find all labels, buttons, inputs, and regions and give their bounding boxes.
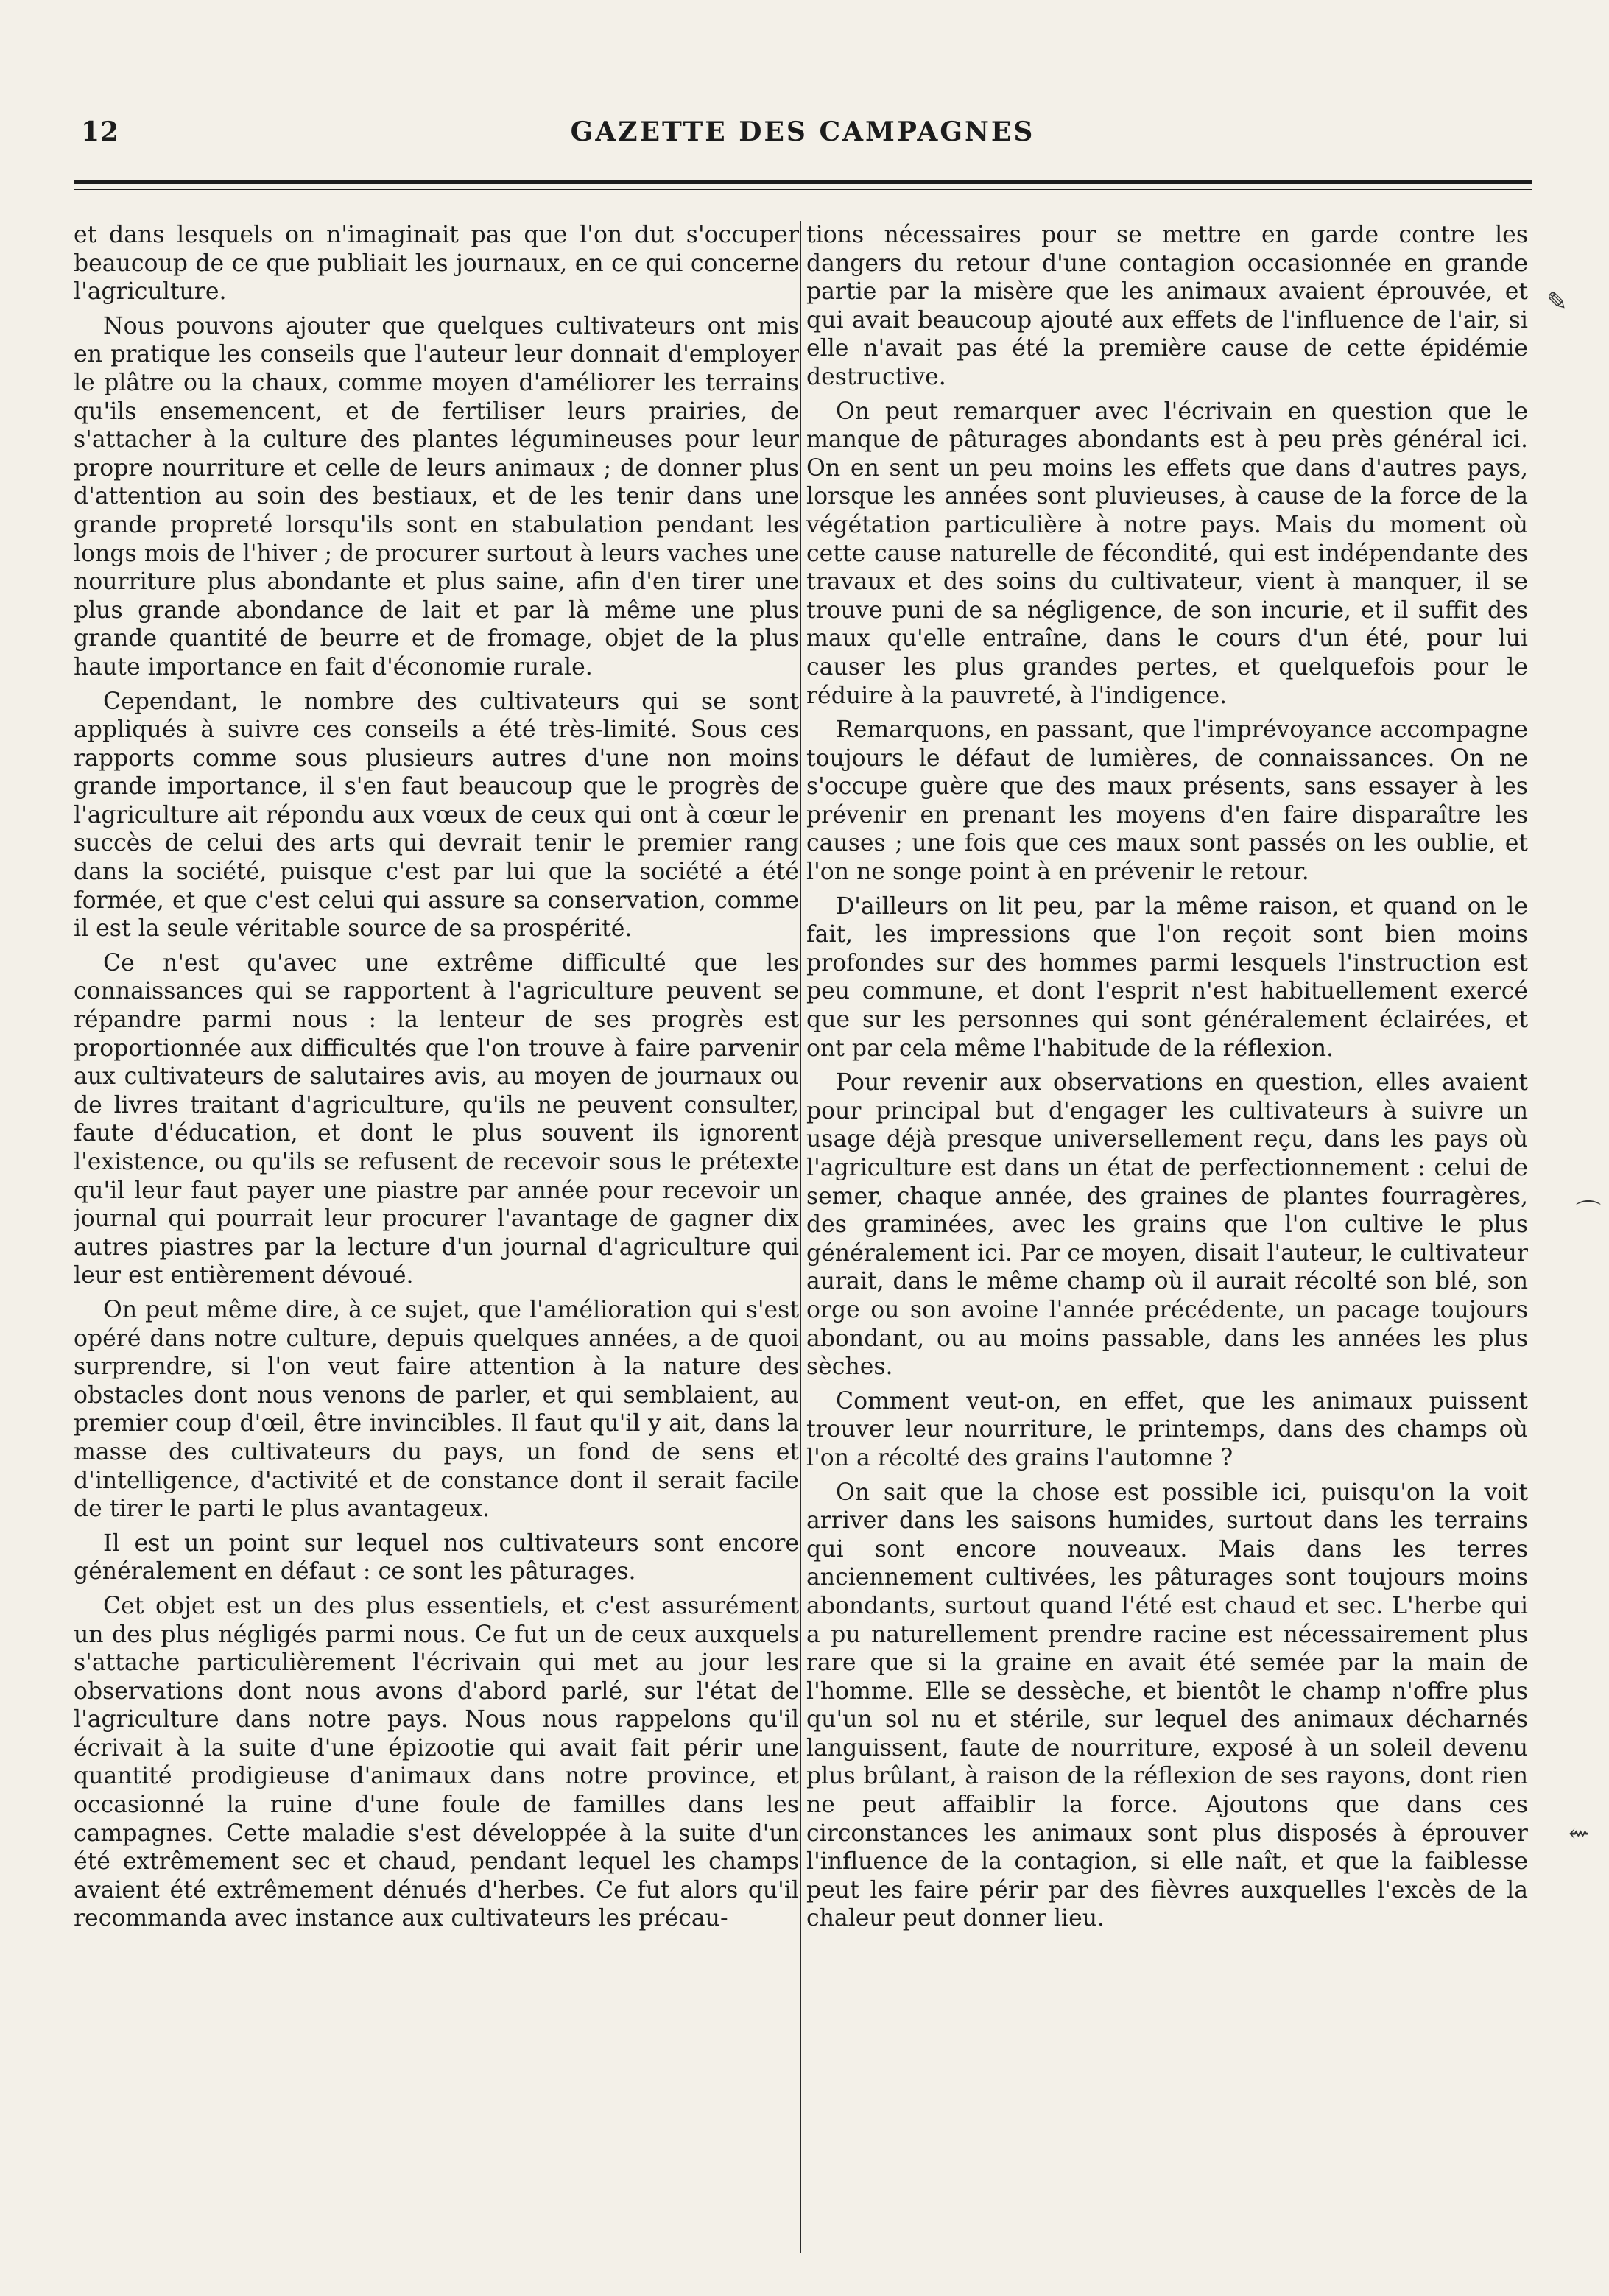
- paragraph: Pour revenir aux observations en question, elles avaient pour principal but d'engager les cultivateurs à suivre un usage déjà presque universellement reçu, dans les pays où l'agriculture est dans un état de perfectionnement : celui de semer, chaque année, des graines de plantes fourragères, des graminées, avec les grains que l'on cultive le plus généralement ici. Par ce moyen, disait l'auteur, le cultivateur aurait, dans le même champ où il aurait récolté son blé, son orge ou son avoine l'année précédente, un pacage toujours abondant, ou au moins passable, dans les années les plus sèches.: [806, 1069, 1528, 1381]
- header-rule-thick: [74, 180, 1532, 184]
- page-number: 12: [81, 116, 120, 147]
- header-rule-thin: [74, 189, 1532, 190]
- paragraph: Cependant, le nombre des cultivateurs qui se sont appliqués à suivre ces conseils a été très-limité. Sous ces rapports comme sous plusieurs autres d'une non moins grande importance, il s'en faut beaucoup que le progrès de l'agriculture ait répondu aux vœux de ceux qui ont à cœur le succès de celui des arts qui devrait tenir le premier rang dans la société, puisque c'est par lui que la société a été formée, et que c'est celui qui assure sa conservation, comme il est la seule véritable source de sa prospérité.: [74, 688, 799, 943]
- paragraph: tions nécessaires pour se mettre en garde contre les dangers du retour d'une contagion occasionnée en grande partie par la misère que les animaux avaient éprouvée, et qui avait beaucoup ajouté aux effets de l'influence de l'air, si elle n'avait pas été la première cause de cette épidémie destructive.: [806, 222, 1528, 390]
- paragraph: et dans lesquels on n'imaginait pas que l'on dut s'occuper beaucoup de ce que publiait les journaux, en ce qui concerne l'agriculture.: [74, 222, 799, 306]
- paragraph: D'ailleurs on lit peu, par la même raison, et quand on le fait, les impressions que l'on reçoit sont bien moins profondes sur des hommes parmi lesquels l'instruction est peu commune, et dont l'esprit n'est habituellement exercé que sur les personnes qui sont généralement éclairées, et ont par cela même l'habitude de la réflexion.: [806, 892, 1528, 1062]
- paragraph: Il est un point sur lequel nos cultivateurs sont encore généralement en défaut : ce sont les pâturages.: [74, 1529, 799, 1585]
- paragraph: On peut même dire, à ce sujet, que l'amélioration qui s'est opéré dans notre culture, depuis quelques années, a de quoi surprendre, si l'on veut faire attention à la nature des obstacles dont nous venons de parler, et qui semblaient, au premier coup d'œil, être invincibles. Il faut qu'il y ait, dans la masse des cultivateurs du pays, un fond de sens et d'intelligence, d'activité et de constance dont il serait facile de tirer le parti le plus avantageux.: [74, 1296, 799, 1523]
- paragraph: On peut remarquer avec l'écrivain en question que le manque de pâturages abondants est à peu près général ici. On en sent un peu moins les effets que dans d'autres pays, lorsque les années sont pluvieuses, à cause de la force de la végétation particulière à notre pays. Mais du moment où cette cause naturelle de fécondité, qui est indépendante des travaux et des soins du cultivateur, vient à manquer, il se trouve puni de sa négligence, de son incurie, et il suffit des maux qu'elle entraîne, dans le cours d'un été, pour lui causer les plus grandes pertes, et quelquefois pour le réduire à la pauvreté, à l'indigence.: [806, 398, 1528, 709]
- page-header: [74, 110, 1532, 162]
- left-column: [74, 221, 799, 2261]
- paragraph: Comment veut-on, en effet, que les animaux puissent trouver leur nourriture, le printemps, dans des champs où l'on a récolté des grains l'automne ?: [806, 1387, 1528, 1471]
- paragraph: Ce n'est qu'avec une extrême difficulté que les connaissances qui se rapportent à l'agriculture peuvent se répandre parmi nous : la lenteur de ses progrès est proportionnée aux difficultés que l'on trouve à faire parvenir aux cultivateurs de salutaires avis, au moyen de journaux ou de livres traitant d'agriculture, qu'ils ne peuvent consulter, faute d'éducation, et dont le plus souvent ils ignorent l'existence, ou qu'ils se refusent de recevoir sous le prétexte qu'il leur faut payer une piastre par année pour recevoir un journal qui pourrait leur procurer l'avantage de gagner dix autres piastres par la lecture d'un journal d'agriculture qui leur est entièrement dévoué.: [74, 949, 799, 1289]
- margin-mark: ⌒: [1576, 1199, 1601, 1228]
- margin-mark: ✎: [1546, 287, 1568, 317]
- journal-title: GAZETTE DES CAMPAGNES: [570, 116, 1035, 147]
- paragraph: Cet objet est un des plus essentiels, et c'est assurément un des plus négligés parmi nous. Ce fut un de ceux auxquels s'attache particulièrement l'écrivain qui met au jour les observations dont nous avons d'abord parlé, sur l'état de l'agriculture dans notre pays. Nous nous rappelons qu'il écrivait à la suite d'une épizootie qui avait fait périr une quantité prodigieuse d'animaux dans notre province, et occasionné la ruine d'une foule de familles dans les campagnes. Cette maladie s'est développée à la suite d'un été extrêmement sec et chaud, pendant lequel les champs avaient été extrêmement dénués d'herbes. Ce fut alors qu'il recommanda avec instance aux cultivateurs les précau-: [74, 1592, 799, 1932]
- paragraph: Remarquons, en passant, que l'imprévoyance accompagne toujours le défaut de lumières, de connaissances. On ne s'occupe guère que des maux présents, sans essayer à les prévenir en prenant les moyens d'en faire disparaître les causes ; une fois que ces maux sont passés on les oublie, et l'on ne songe point à en prévenir le retour.: [806, 716, 1528, 886]
- right-column: [806, 221, 1528, 2261]
- paragraph: On sait que la chose est possible ici, puisqu'on la voit arriver dans les saisons humides, surtout dans les terrains qui sont encore nouveaux. Mais dans les terres anciennement cultivées, les pâturages sont toujours moins abondants, surtout quand l'été est chaud et sec. L'herbe qui a pu naturellement prendre racine est nécessairement plus rare que si la graine en avait été semée par la main de l'homme. Elle se dessèche, et bientôt le champ n'offre plus qu'un sol nu et stérile, sur lequel des animaux décharnés languissent, faute de nourriture, exposé à un soleil devenu plus brûlant, à raison de la réflexion de ses rayons, dont rien ne peut affaiblir la force. Ajoutons que dans ces circonstances les animaux sont plus disposés à éprouver l'influence de la contagion, si elle naît, et que la faiblesse peut les faire périr par des fièvres auxquelles l'excès de la chaleur peut donner lieu.: [806, 1479, 1528, 1932]
- column-divider: [800, 221, 801, 2253]
- margin-mark: ⇜: [1568, 1819, 1590, 1848]
- paragraph: Nous pouvons ajouter que quelques cultivateurs ont mis en pratique les conseils que l'auteur leur donnait d'employer le plâtre ou la chaux, comme moyen d'améliorer les terrains qu'ils ensemencent, et de fertiliser leurs prairies, de s'attacher à la culture des plantes légumineuses pour leur propre nourriture et celle de leurs animaux ; de donner plus d'attention au soin des bestiaux, et de les tenir dans une grande propreté lorsqu'ils sont en stabulation pendant les longs mois de l'hiver ; de procurer surtout à leurs vaches une nourriture plus abondante et plus saine, afin d'en tirer une plus grande abondance de lait et par là même une plus grande quantité de beurre et de fromage, objet de la plus haute importance en fait d'économie rurale.: [74, 312, 799, 680]
